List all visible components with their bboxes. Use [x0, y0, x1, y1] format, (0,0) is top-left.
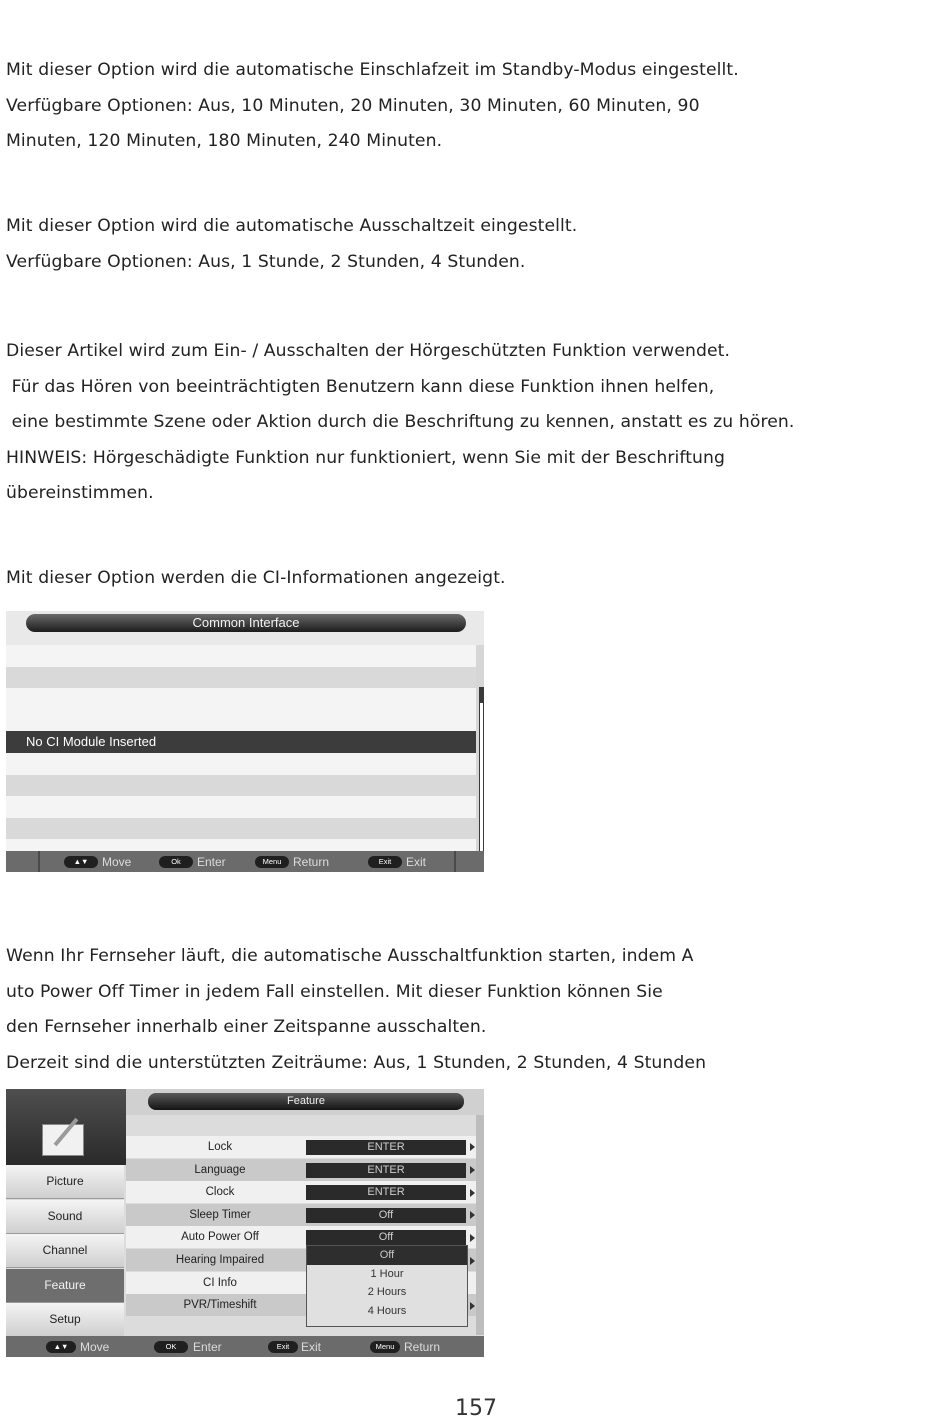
ok-key-icon: OK — [154, 1341, 188, 1353]
divider — [454, 851, 456, 872]
menu-key-icon: Menu — [370, 1341, 400, 1353]
text-line: uto Power Off Timer in jedem Fall einstellen. Mit dieser Funktion können Sie — [6, 981, 663, 1002]
ci-info-description — [6, 561, 950, 597]
feature-menu-screen — [6, 1089, 484, 1357]
list-item — [6, 645, 476, 667]
auto-power-off-dropdown[interactable] — [306, 1245, 468, 1327]
menu-key-icon: Menu — [255, 856, 289, 868]
auto-off-timer-description — [6, 939, 950, 1081]
scrollbar-thumb[interactable] — [480, 703, 483, 853]
text-line: übereinstimmen. — [6, 483, 154, 503]
key-hint-bar — [6, 851, 484, 872]
text-line: Dieser Artikel wird zum Ein- / Ausschalten der Hörgeschützten Funktion verwendet. — [6, 341, 731, 361]
text-line: Minuten, 120 Minuten, 180 Minuten, 240 Minuten. — [6, 131, 443, 151]
menu-row-label: Lock — [207, 1141, 233, 1153]
hearing-impaired-description — [6, 334, 950, 512]
sleep-timer-description — [6, 53, 950, 160]
menu-row-label: Auto Power Off — [181, 1231, 259, 1243]
key-hint-label: Move — [102, 855, 132, 869]
dropdown-option-4-hours[interactable]: 4 Hours — [367, 1304, 407, 1317]
dropdown-option-1-hour[interactable]: 1 Hour — [370, 1267, 404, 1280]
text-line: Verfügbare Optionen: Aus, 1 Stunde, 2 Stunden, 4 Stunden. — [6, 251, 526, 272]
menu-row-label: CI Info — [203, 1277, 237, 1289]
key-hint-label: Return — [404, 1340, 441, 1354]
menu-edge — [476, 1115, 484, 1335]
menu-row-label: Clock — [205, 1186, 235, 1198]
list-item — [6, 753, 476, 775]
tab-channel[interactable]: Channel — [6, 1234, 124, 1268]
list-item — [6, 796, 476, 818]
arrow-right-icon — [470, 1143, 475, 1151]
list-item — [6, 818, 476, 840]
key-hint-label: Move — [80, 1340, 110, 1354]
menu-row-label: Language — [194, 1164, 246, 1176]
menu-row-label: Hearing Impaired — [175, 1254, 265, 1266]
text-line: Mit dieser Option werden die CI-Informationen angezeigt. — [6, 568, 506, 588]
arrow-right-icon — [470, 1211, 475, 1219]
key-hint-bar — [6, 1336, 484, 1357]
text-line: eine bestimmte Szene oder Aktion durch die Beschriftung zu kennen, anstatt es zu hören. — [6, 412, 795, 432]
divider — [38, 851, 40, 872]
screen-title: Common Interface — [26, 614, 466, 632]
text-line: Derzeit sind die unterstützten Zeiträume: Aus, 1 Stunden, 2 Stunden, 4 Stunden — [6, 1052, 707, 1073]
screen-header — [6, 611, 484, 645]
arrow-right-icon — [470, 1302, 475, 1310]
arrow-right-icon — [470, 1189, 475, 1197]
key-hint-label: Return — [293, 855, 330, 869]
ci-module-list — [6, 645, 476, 861]
key-hint-label: Enter — [193, 1340, 222, 1354]
exit-key-icon: Exit — [368, 856, 402, 868]
text-line: Mit dieser Option wird die automatische Einschlafzeit im Standby-Modus eingestellt. — [6, 60, 739, 80]
tab-feature[interactable]: Feature — [6, 1269, 124, 1303]
menu-row-value: ENTER — [306, 1140, 466, 1155]
list-item — [6, 688, 476, 710]
move-key-icon: ▲▼ — [64, 856, 98, 868]
screen-title: Feature — [148, 1093, 464, 1110]
ok-key-icon: Ok — [159, 856, 193, 868]
text-line: Mit dieser Option wird die automatische Ausschaltzeit eingestellt. — [6, 216, 578, 236]
arrow-right-icon — [470, 1234, 475, 1242]
menu-row-label: PVR/Timeshift — [183, 1299, 257, 1311]
arrow-right-icon — [470, 1166, 475, 1174]
menu-row-value: Off — [306, 1230, 466, 1245]
menu-row-value: ENTER — [306, 1185, 466, 1200]
dropdown-option-2-hours[interactable]: 2 Hours — [367, 1286, 407, 1299]
dropdown-option-off[interactable]: Off — [307, 1246, 467, 1265]
key-hint-label: Exit — [406, 855, 427, 869]
menu-row-value: Off — [306, 1208, 466, 1223]
list-item — [6, 775, 476, 797]
text-line: Wenn Ihr Fernseher läuft, die automatische Ausschaltfunktion starten, indem A — [6, 946, 694, 966]
arrow-right-icon — [470, 1257, 475, 1265]
list-item — [6, 710, 476, 732]
exit-key-icon: Exit — [268, 1341, 298, 1353]
list-item — [6, 667, 476, 689]
text-line: Verfügbare Optionen: Aus, 10 Minuten, 20 Minuten, 30 Minuten, 60 Minuten, 90 — [6, 95, 700, 116]
move-key-icon: ▲▼ — [46, 1341, 76, 1353]
tab-picture[interactable]: Picture — [6, 1165, 124, 1199]
text-line: Für das Hören von beeinträchtigten Benutzern kann diese Funktion ihnen helfen, — [6, 376, 715, 397]
page-number: 157 — [455, 1396, 497, 1421]
tab-setup[interactable]: Setup — [6, 1303, 124, 1337]
common-interface-screen — [6, 611, 484, 872]
menu-row-value: ENTER — [306, 1163, 466, 1178]
ci-module-status-row[interactable]: No CI Module Inserted — [6, 731, 476, 753]
tab-sound[interactable]: Sound — [6, 1200, 124, 1234]
key-hint-label: Enter — [197, 855, 226, 869]
text-line: den Fernseher innerhalb einer Zeitspanne ausschalten. — [6, 1017, 487, 1037]
key-hint-label: Exit — [301, 1340, 322, 1354]
auto-power-off-description — [6, 209, 950, 280]
menu-row-label: Sleep Timer — [189, 1209, 251, 1221]
checklist-icon — [42, 1124, 84, 1156]
text-line: HINWEIS: Hörgeschädigte Funktion nur funktioniert, wenn Sie mit der Beschriftung — [6, 447, 726, 468]
menu-logo-panel — [6, 1089, 126, 1165]
